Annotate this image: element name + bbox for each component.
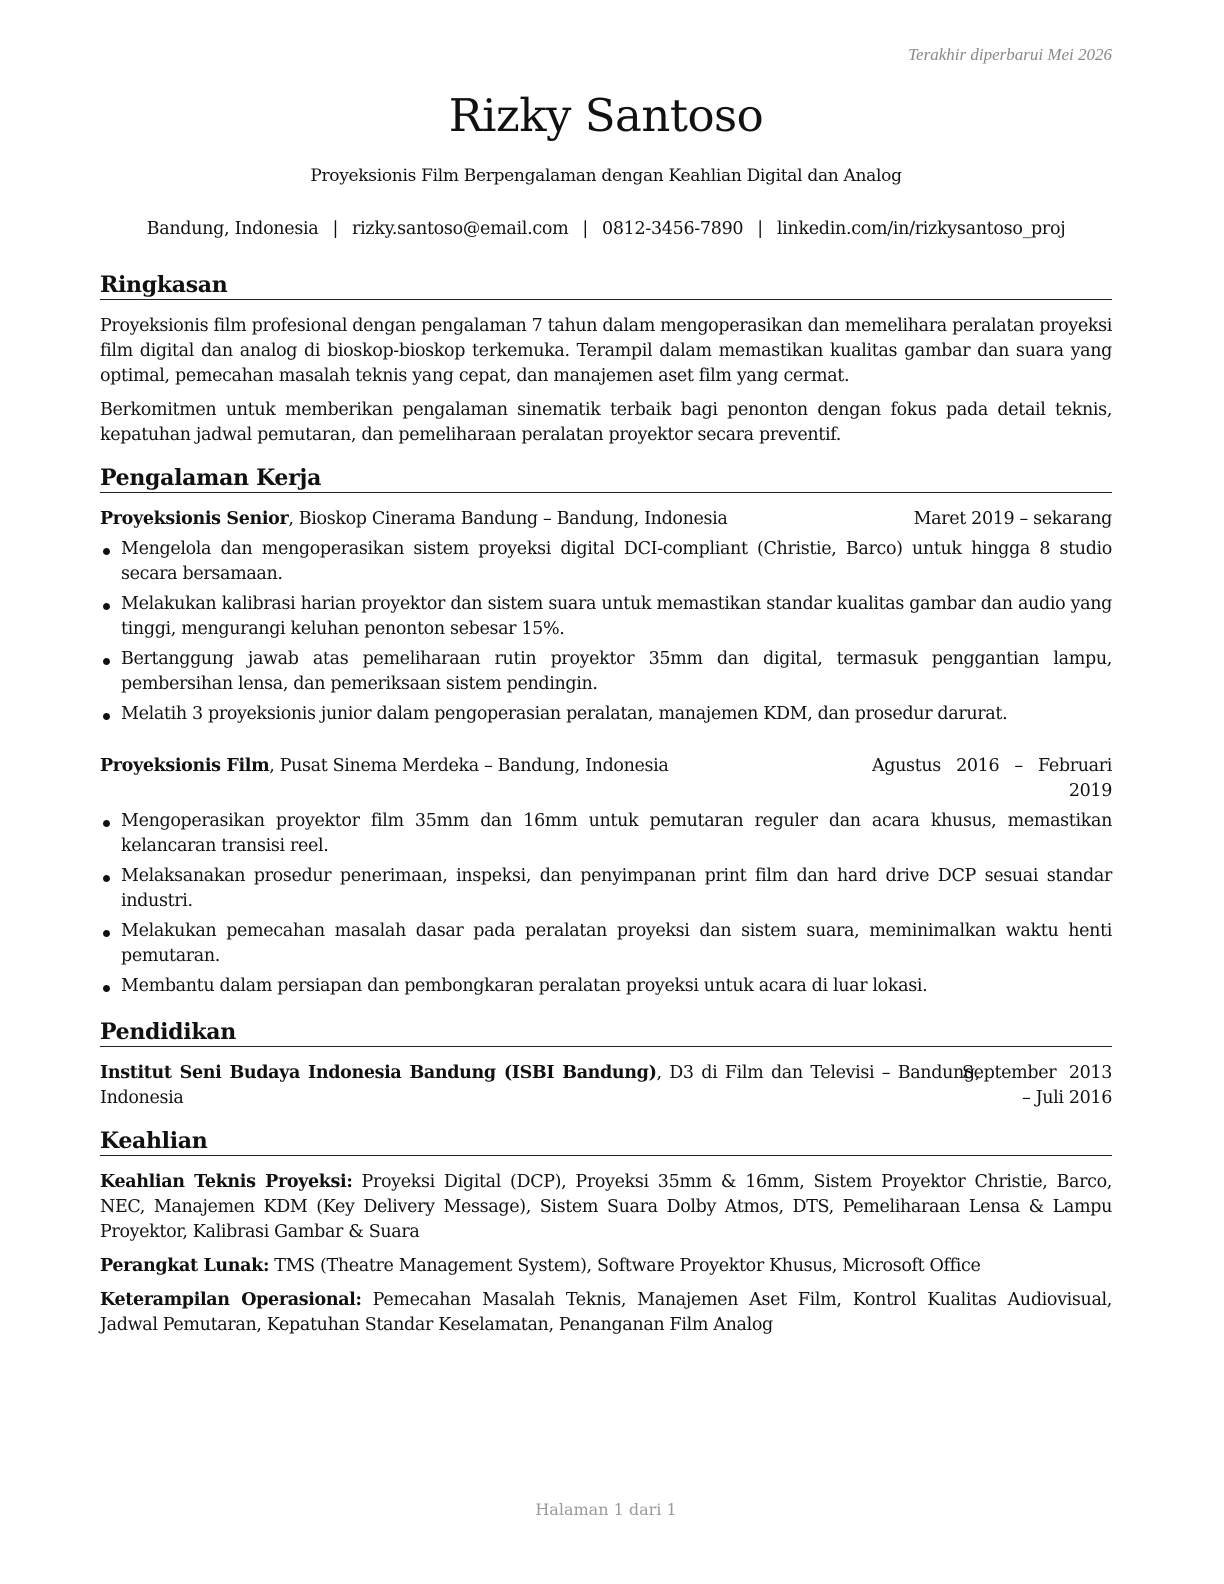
list-item [100, 974, 1112, 999]
section-title-skills: Keahlian [100, 1127, 1112, 1156]
job-dates: Agustus 2016 – Februari 2019 [872, 756, 1112, 801]
education-school: Institut Seni Budaya Indonesia Bandung (ISBI Bandung) [100, 1063, 657, 1083]
job-role: Proyeksionis Film [100, 756, 270, 776]
skill-text: TMS (Theatre Management System), Software Proyektor Khusus, Microsoft Office [269, 1256, 981, 1276]
contact-phone: 0812-3456-7890 [602, 219, 744, 239]
skill-group [100, 1288, 1112, 1338]
last-updated: Terakhir diperbarui Mei 2026 [908, 45, 1112, 64]
job-bullets [100, 537, 1112, 732]
list-item [100, 702, 1112, 727]
skill-text: Pemecahan Masalah Teknis, Manajemen Aset Film, Kontrol Kualitas Audiovisual, Jadwal Pemutaran, Kepatuhan Standar Keselamatan, Penanganan Film Analog [100, 1290, 1112, 1335]
list-item [100, 919, 1112, 969]
skill-group [100, 1170, 1112, 1245]
summary-paragraph: Berkomitmen untuk memberikan pengalaman sinematik terbaik bagi penonton dengan fokus pada detail teknis, kepatuhan jadwal pemutaran, dan pemeliharaan peralatan proyektor secara preventif. [100, 400, 1112, 445]
bullet-icon [103, 713, 110, 720]
bullet-text: Membantu dalam persiapan dan pembongkaran peralatan proyeksi untuk acara di luar lokasi. [121, 976, 928, 996]
list-item [100, 864, 1112, 914]
bullet-icon [103, 985, 110, 992]
list-item [100, 647, 1112, 697]
list-item [100, 809, 1112, 859]
skill-label: Keahlian Teknis Proyeksi: [100, 1172, 353, 1192]
bullet-icon [103, 875, 110, 882]
candidate-name: Rizky Santoso [448, 89, 764, 142]
list-item [100, 592, 1112, 642]
job-bullets [100, 809, 1112, 1004]
bullet-text: Bertanggung jawab atas pemeliharaan rutin proyektor 35mm dan digital, termasuk penggantian lampu, pembersihan lensa, dan pemeriksaan sistem pendingin. [121, 649, 1112, 694]
job-organization: , Pusat Sinema Merdeka – Bandung, Indonesia [269, 756, 669, 776]
bullet-text: Mengelola dan mengoperasikan sistem proyeksi digital DCI-compliant (Christie, Barco) untuk hingga 8 studio secara bersamaan. [121, 539, 1112, 584]
skill-label: Keterampilan Operasional: [100, 1290, 362, 1310]
bullet-icon [103, 658, 110, 665]
bullet-text: Melakukan kalibrasi harian proyektor dan sistem suara untuk memastikan standar kualitas gambar dan audio yang tinggi, mengurangi keluhan penonton sebesar 15%. [121, 594, 1112, 639]
list-item [100, 537, 1112, 587]
section-title-experience: Pengalaman Kerja [100, 464, 1112, 493]
tagline: Proyeksionis Film Berpengalaman dengan Keahlian Digital dan Analog [310, 166, 902, 186]
job-dates: Maret 2019 – sekarang [913, 509, 1112, 529]
skill-text: Proyeksi Digital (DCP), Proyeksi 35mm & 16mm, Sistem Proyektor Christie, Barco, NEC, Manajemen KDM (Key Delivery Message), Sistem Suara Dolby Atmos, DTS, Pemeliharaan Lensa & Lampu Proyektor, Kalibrasi Gambar & Suara [100, 1172, 1112, 1242]
contact-separator: | [757, 219, 763, 239]
section-title-summary: Ringkasan [100, 271, 1112, 300]
page-number: Halaman 1 dari 1 [535, 1500, 677, 1519]
bullet-text: Melakukan pemecahan masalah dasar pada peralatan proyeksi dan sistem suara, meminimalkan waktu henti pemutaran. [121, 921, 1112, 966]
contact-separator: | [332, 219, 339, 239]
contact-email[interactable]: rizky.santoso@email.com [352, 219, 569, 239]
bullet-text: Melatih 3 proyeksionis junior dalam pengoperasian peralatan, manajemen KDM, dan prosedur darurat. [121, 704, 1008, 724]
bullet-icon [103, 930, 110, 937]
bullet-icon [103, 603, 110, 610]
bullet-text: Mengoperasikan proyektor film 35mm dan 16mm untuk pemutaran reguler dan acara khusus, memastikan kelancaran transisi reel. [121, 811, 1112, 856]
contact-location: Bandung, Indonesia [146, 219, 319, 239]
skill-group [100, 1254, 1112, 1279]
job-organization: , Bioskop Cinerama Bandung – Bandung, Indonesia [288, 509, 728, 529]
bullet-text: Melaksanakan prosedur penerimaan, inspeksi, dan penyimpanan print film dan hard drive DCP sesuai standar industri. [121, 866, 1112, 911]
bullet-icon [103, 548, 110, 555]
contact-separator: | [582, 219, 589, 239]
contact-line [100, 219, 1112, 239]
contact-linkedin[interactable]: linkedin.com/in/rizkysantoso_proj [776, 219, 1066, 239]
job-role: Proyeksionis Senior [100, 509, 289, 529]
section-title-education: Pendidikan [100, 1018, 1112, 1047]
summary-paragraph: Proyeksionis film profesional dengan pengalaman 7 tahun dalam mengoperasikan dan memelihara peralatan proyeksi film digital dan analog di bioskop-bioskop terkemuka. Terampil dalam memastikan kualitas gambar dan suara yang optimal, pemecahan masalah teknis yang cepat, dan manajemen aset film yang cermat. [100, 316, 1112, 386]
resume-page [100, 0, 1112, 1584]
skill-label: Perangkat Lunak: [100, 1256, 270, 1276]
bullet-icon [103, 820, 110, 827]
education-dates: September 2013 – Juli 2016 [962, 1063, 1112, 1108]
education-detail: , D3 di Film dan Televisi – Bandung, Indonesia [100, 1063, 980, 1108]
